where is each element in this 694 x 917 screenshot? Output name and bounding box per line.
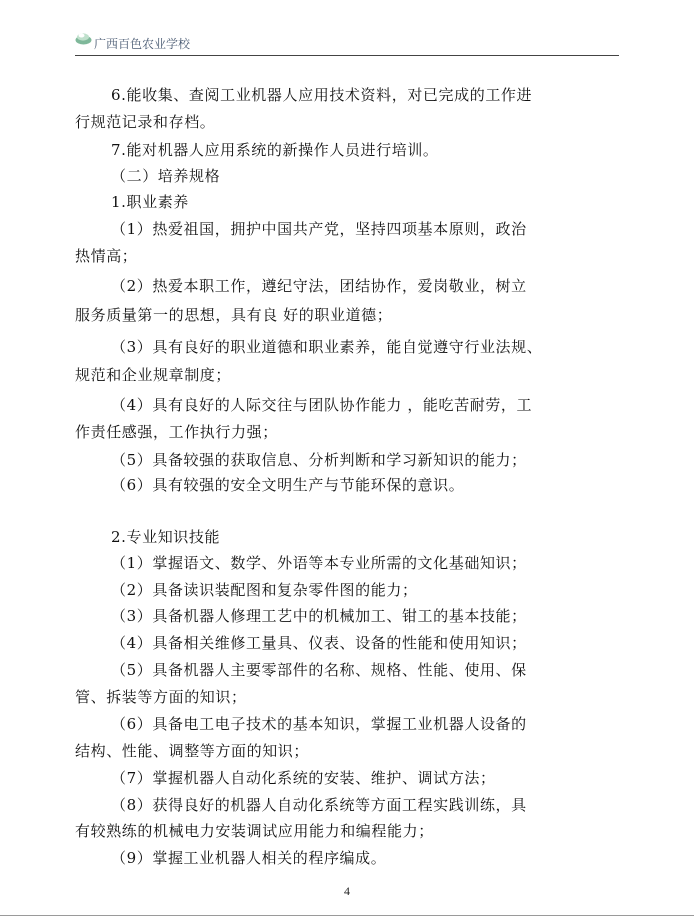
quality-item-1: （1）热爱祖国，拥护中国共产党，坚持四项基本原则，政治 <box>111 220 527 238</box>
quality-item-2-cont: 服务质量第一的思想，具有良 好的职业道德； <box>75 306 393 324</box>
page-number: 4 <box>344 884 350 898</box>
knowledge-item-1: （1）掌握语文、数学、外语等本专业所需的文化基础知识； <box>111 554 527 572</box>
quality-item-2: （2）热爱本职工作，遵纪守法，团结协作，爱岗敬业，树立 <box>111 277 527 295</box>
page-bottom-border <box>0 915 694 916</box>
knowledge-item-8: （8）获得良好的机器人自动化系统等方面工程实践训练，具 <box>111 796 527 814</box>
header-divider <box>75 55 619 56</box>
paragraph-item-6-cont: 行规范记录和存档。 <box>75 113 216 131</box>
quality-item-6: （6）具有较强的安全文明生产与节能环保的意识。 <box>111 476 465 494</box>
knowledge-item-3: （3）具备机器人修理工艺中的机械加工、钳工的基本技能； <box>111 607 527 625</box>
knowledge-item-8-cont: 有较熟练的机械电力安装调试应用能力和编程能力； <box>75 822 434 840</box>
quality-item-5: （5）具备较强的获取信息、分析判断和学习新知识的能力； <box>111 451 527 469</box>
subsection-heading-professional-quality: 1.职业素养 <box>111 193 189 211</box>
knowledge-item-2: （2）具备读识装配图和复杂零件图的能力； <box>111 581 418 599</box>
paragraph-item-6: 6.能收集、查阅工业机器人应用技术资料，对已完成的工作进 <box>111 86 533 104</box>
subsection-heading-knowledge-skills: 2.专业知识技能 <box>111 528 221 546</box>
knowledge-item-9: （9）掌握工业机器人相关的程序编成。 <box>111 849 387 867</box>
knowledge-item-5: （5）具备机器人主要零部件的名称、规格、性能、使用、保 <box>111 661 527 679</box>
quality-item-4: （4）具有良好的人际交往与团队协作能力 ，能吃苦耐劳，工 <box>111 396 533 414</box>
knowledge-item-6-cont: 结构、性能、调整等方面的知识； <box>75 742 310 760</box>
quality-item-3-cont: 规范和企业规章制度； <box>75 366 232 384</box>
quality-item-1-cont: 热情高； <box>75 247 138 265</box>
knowledge-item-4: （4）具备相关维修工量具、仪表、设备的性能和使用知识； <box>111 634 527 652</box>
knowledge-item-7: （7）掌握机器人自动化系统的安装、维护、调试方法； <box>111 769 496 787</box>
quality-item-4-cont: 作责任感强，工作执行力强； <box>75 423 278 441</box>
school-name: 广西百色农业学校 <box>94 37 191 51</box>
knowledge-item-5-cont: 管、拆装等方面的知识； <box>75 688 247 706</box>
knowledge-item-6: （6）具备电工电子技术的基本知识，掌握工业机器人设备的 <box>111 715 527 733</box>
section-heading: （二）培养规格 <box>111 167 221 185</box>
quality-item-3: （3）具有良好的职业道德和职业素养，能自觉遵守行业法规、 <box>111 338 543 356</box>
paragraph-item-7: 7.能对机器人应用系统的新操作人员进行培训。 <box>111 141 439 159</box>
school-logo-icon <box>75 31 92 45</box>
